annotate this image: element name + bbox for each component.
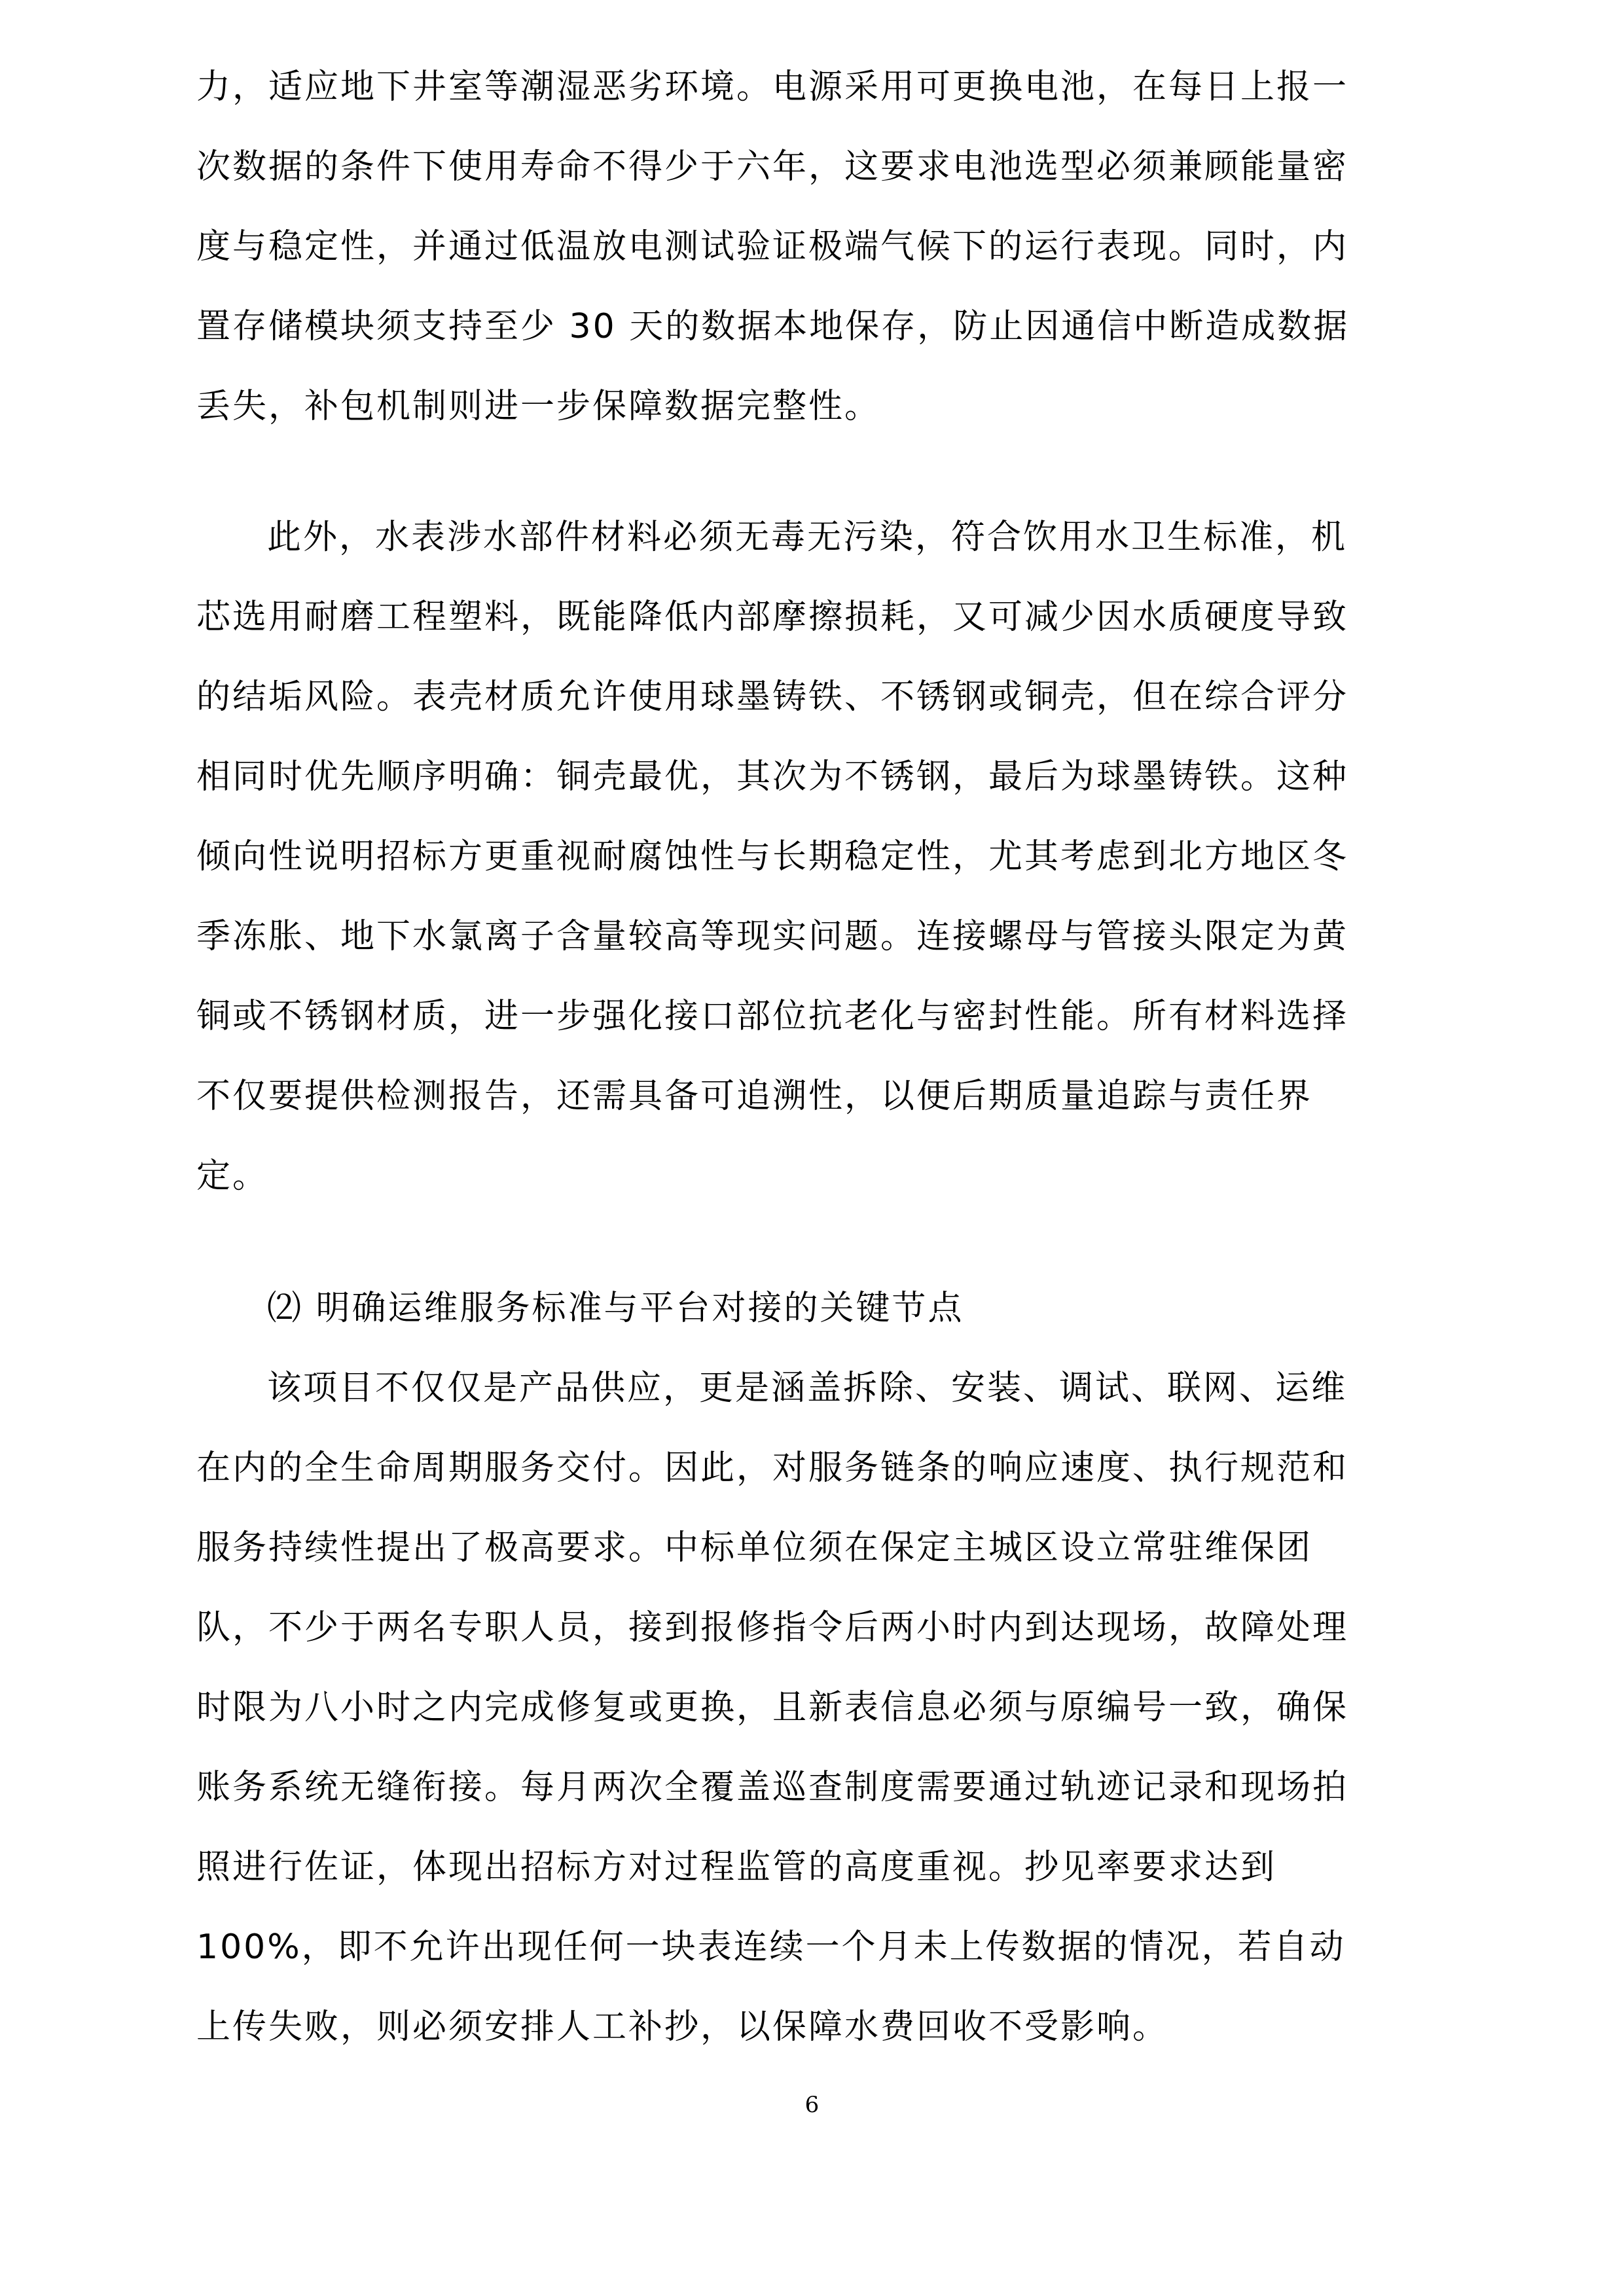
section-heading: ⑵ 明确运维服务标准与平台对接的关键节点 xyxy=(267,1289,964,1328)
paragraph-2 xyxy=(196,497,1434,1216)
paragraph-line: 芯选用耐磨工程塑料，既能降低内部摩擦损耗，又可减少因水质硬度导致 xyxy=(196,598,1349,637)
paragraph-line: 季冻胀、地下水氯离子含量较高等现实问题。连接螺母与管接头限定为黄 xyxy=(196,917,1349,956)
paragraph-line: 时限为八小时之内完成修复或更换，且新表信息必须与原编号一致，确保 xyxy=(196,1688,1349,1727)
paragraph-line: 铜或不锈钢材质，进一步强化接口部位抗老化与密封性能。所有材料选择 xyxy=(196,997,1349,1036)
paragraph-line: 服务持续性提出了极高要求。中标单位须在保定主城区设立常驻维保团 xyxy=(196,1528,1313,1568)
section-heading-block xyxy=(196,1268,1434,1348)
paragraph-1 xyxy=(196,47,1434,446)
paragraph-line: 的结垢风险。表壳材质允许使用球墨铸铁、不锈钢或铜壳，但在综合评分 xyxy=(196,677,1349,717)
paragraph-line: 照进行佐证，体现出招标方对过程监管的高度重视。抄见率要求达到 xyxy=(196,1848,1277,1887)
paragraph-line: 次数据的条件下使用寿命不得少于六年，这要求电池选型必须兼顾能量密 xyxy=(196,147,1349,187)
paragraph-line: 队，不少于两名专职人员，接到报修指令后两小时内到达现场，故障处理 xyxy=(196,1608,1349,1647)
paragraph-line: 定。 xyxy=(196,1157,269,1196)
paragraph-line: 倾向性说明招标方更重视耐腐蚀性与长期稳定性，尤其考虑到北方地区冬 xyxy=(196,837,1349,876)
paragraph-line: 置存储模块须支持至少 30 天的数据本地保存，防止因通信中断造成数据 xyxy=(196,307,1350,346)
paragraph-line: 100%，即不允许出现任何一块表连续一个月未上传数据的情况，若自动 xyxy=(196,1928,1346,1967)
page-number: 6 xyxy=(804,2092,820,2118)
paragraph-line: 度与稳定性，并通过低温放电测试验证极端气候下的运行表现。同时，内 xyxy=(196,227,1349,266)
paragraph-line: 相同时优先顺序明确：铜壳最优，其次为不锈钢，最后为球墨铸铁。这种 xyxy=(196,757,1349,797)
paragraph-line: 此外，水表涉水部件材料必须无毒无污染，符合饮用水卫生标准，机 xyxy=(267,518,1348,557)
paragraph-line: 不仅要提供检测报告，还需具备可追溯性，以便后期质量追踪与责任界 xyxy=(196,1077,1313,1116)
paragraph-line: 力，适应地下井室等潮湿恶劣环境。电源采用可更换电池，在每日上报一 xyxy=(196,67,1349,107)
paragraph-line: 丢失，补包机制则进一步保障数据完整性。 xyxy=(196,387,881,426)
paragraph-line: 该项目不仅仅是产品供应，更是涵盖拆除、安装、调试、联网、运维 xyxy=(267,1369,1348,1408)
paragraph-line: 上传失败，则必须安排人工补抄，以保障水费回收不受影响。 xyxy=(196,2007,1169,2047)
paragraph-line: 在内的全生命周期服务交付。因此，对服务链条的响应速度、执行规范和 xyxy=(196,1448,1349,1488)
paragraph-3 xyxy=(196,1348,1434,2067)
paragraph-line: 账务系统无缝衔接。每月两次全覆盖巡查制度需要通过轨迹记录和现场拍 xyxy=(196,1768,1349,1807)
